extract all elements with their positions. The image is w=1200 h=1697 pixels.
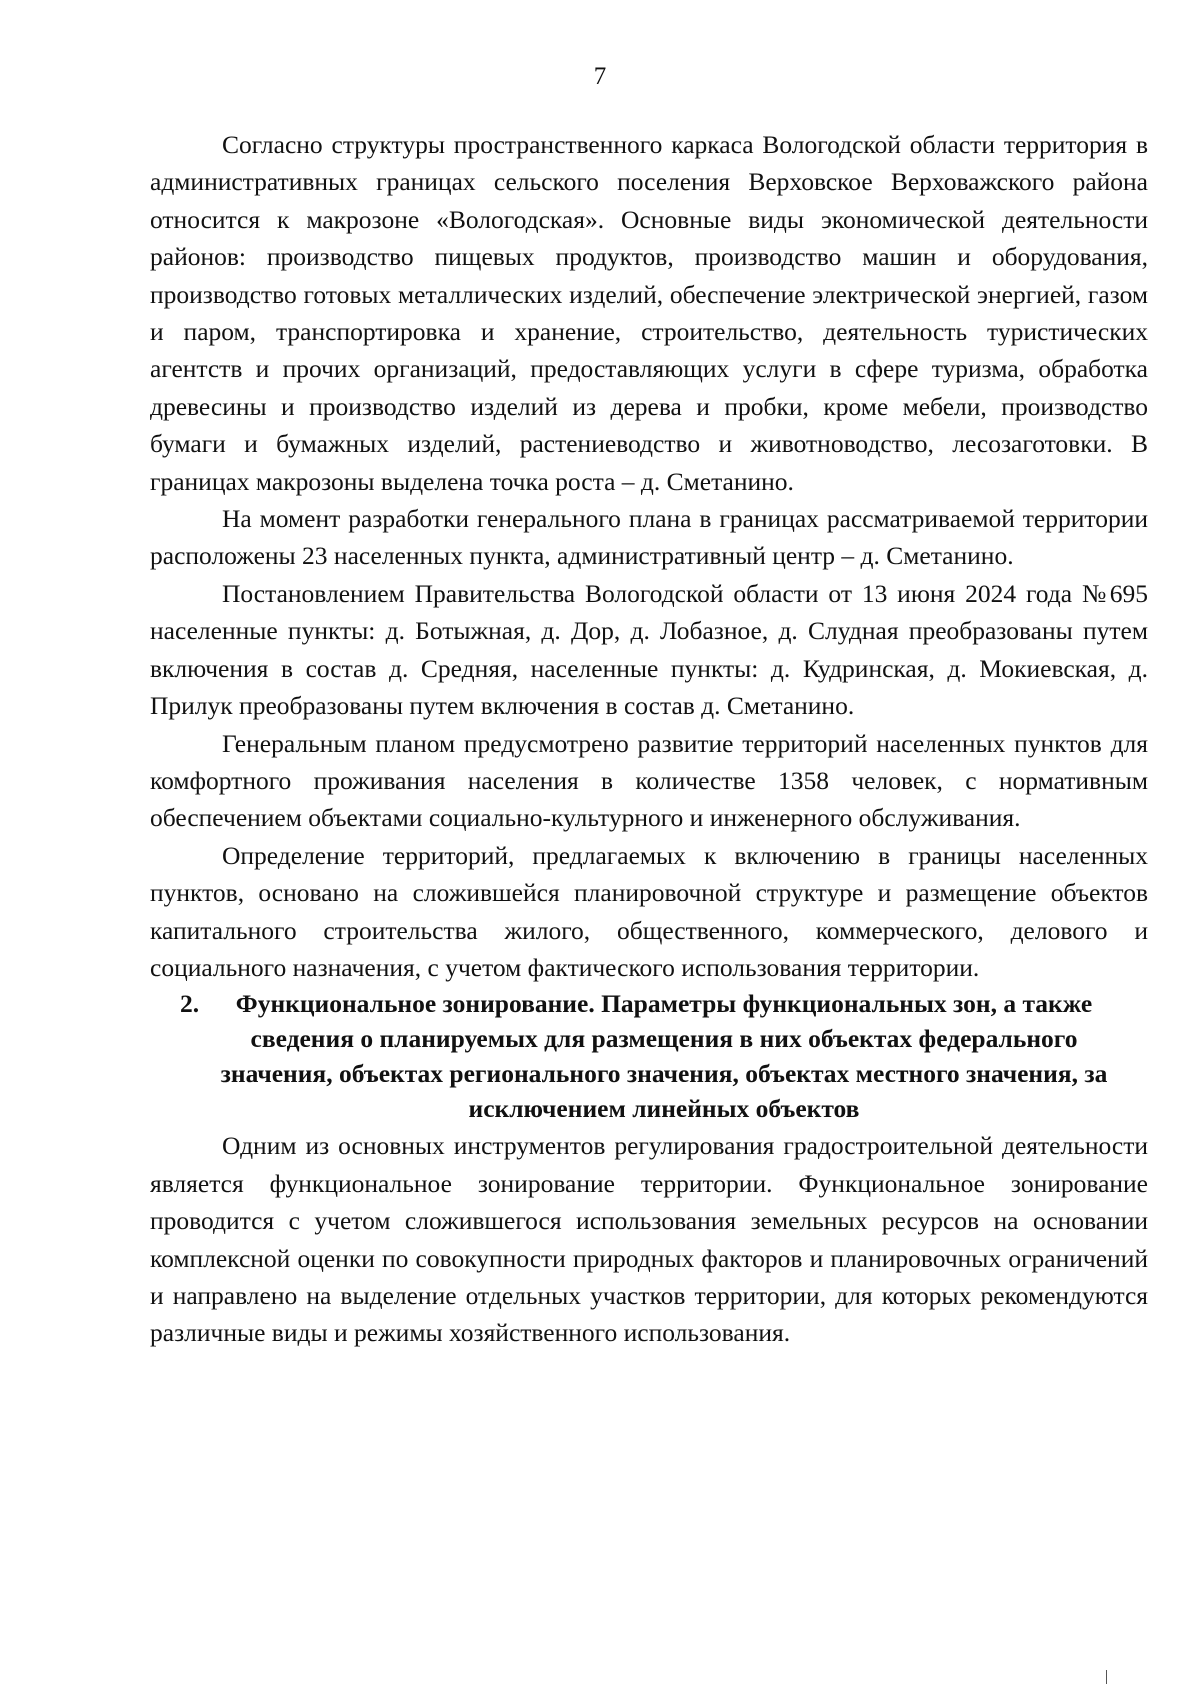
- section-number: 2.: [180, 989, 200, 1019]
- margin-tick-mark: [1106, 1670, 1107, 1684]
- paragraph-functional-zoning: Одним из основных инструментов регулирования градостроительной деятельности является функциональное зонирование территории. Функциональное зонирование проводится с учетом сложившегося использования земельных ресурсов на основании комплексной оценки по совокупности природных факторов и планировочных ограничений и направлено на выделение отдельных участков территории, для которых рекомендуются различные виды и режимы хозяйственного использования.: [150, 1131, 1148, 1348]
- section-heading: [150, 986, 1148, 1126]
- page-number: 7: [593, 63, 607, 90]
- paragraph-population-development: Генеральным планом предусмотрено развитие территорий населенных пунктов для комфортного проживания населения в количестве 1358 человек, с нормативным обеспечением объектами социально-культурного и инженерного обслуживания.: [150, 728, 1148, 833]
- paragraph-territory-definition: Определение территорий, предлагаемых к включению в границы населенных пунктов, основано на сложившейся планировочной структуре и размещение объектов капитального строительства жилого, общественного, коммерческого, делового и социального назначения, с учетом фактического использования территории.: [150, 840, 1148, 982]
- section-title: Функциональное зонирование. Параметры функциональных зон, а также сведения о планируемых для размещения в них объектах федерального значения, объектах регионального значения, объектах местного значения, за исключением линейных объектов: [220, 989, 1108, 1124]
- paragraph-settlements-count: На момент разработки генерального плана в границах рассматриваемой территории расположены 23 населенных пункта, административный центр – д. Сметанино.: [150, 504, 1148, 571]
- paragraph-government-decree: Постановлением Правительства Вологодской области от 13 июня 2024 года №695 населенные пункты: д. Ботыжная, д. Дор, д. Лобазное, д. Слудная преобразованы путем включения в состав д. Средняя, населенные пункты: д. Кудринская, д. Мокиевская, д. Прилук преобразованы путем включения в состав д. Сметанино.: [150, 578, 1148, 721]
- paragraph-spatial-framework: Согласно структуры пространственного каркаса Вологодской области территория в административных границах сельского поселения Верховское Верховажского района относится к макрозоне «Вологодская». Основные виды экономической деятельности районов: производство пищевых продуктов, производство машин и оборудования, производство готовых металлических изделий, обеспечение электрической энергией, газом и паром, транспортировка и хранение, строительство, деятельность туристических агентств и прочих организаций, предоставляющих услуги в сфере туризма, обработка древесины и производство изделий из дерева и пробки, кроме мебели, производство бумаги и бумажных изделий, растениеводство и животноводство, лесозаготовки. В границах макрозоны выделена точка роста – д. Сметанино.: [150, 130, 1148, 496]
- page-content: [150, 126, 1148, 1352]
